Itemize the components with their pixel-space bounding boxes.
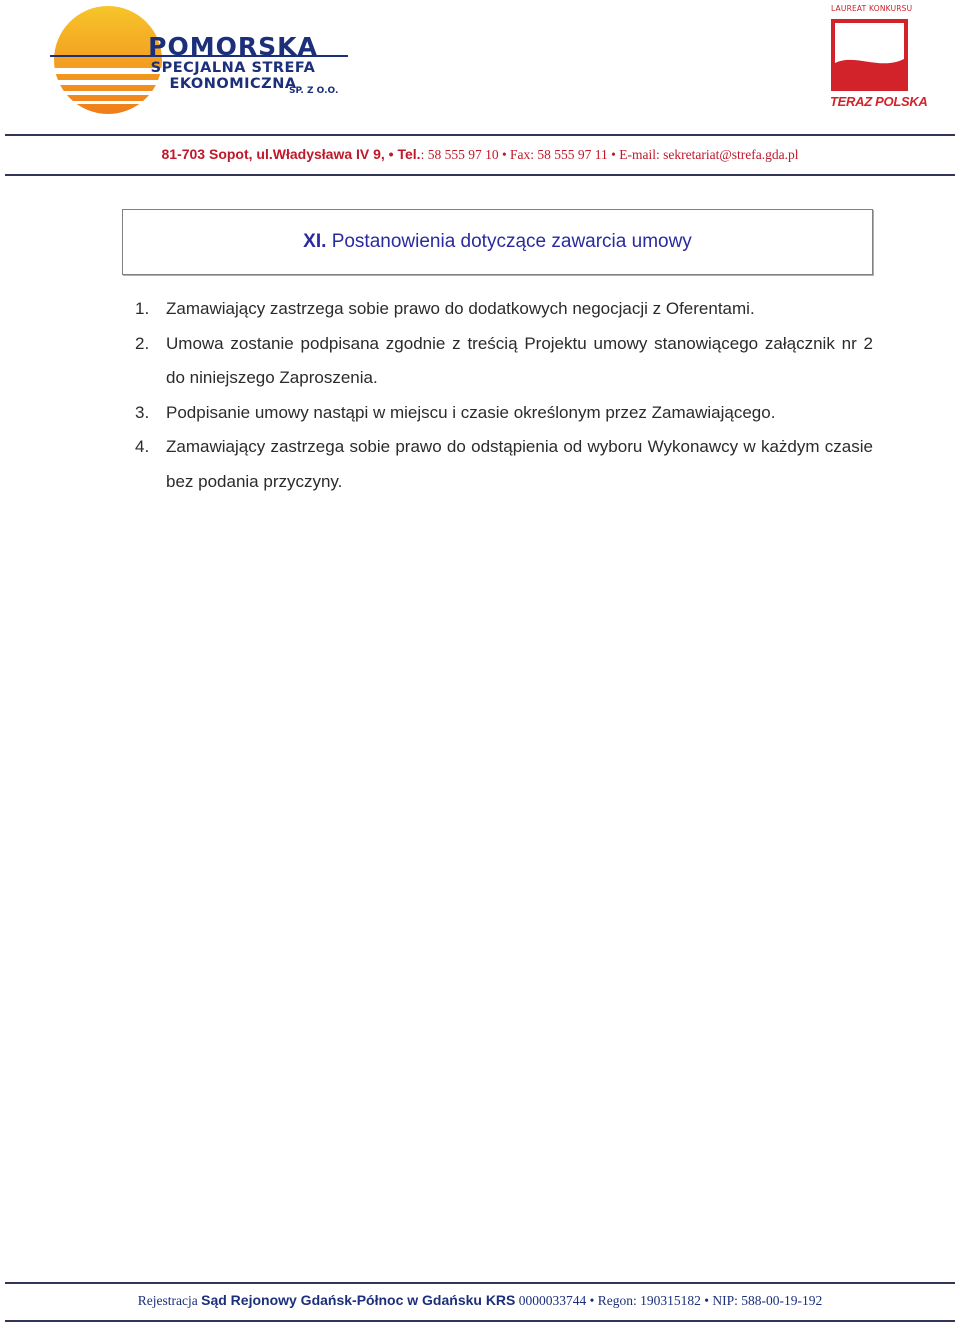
- logo-line-1: POMORSKA: [148, 32, 318, 61]
- footer-prefix: Rejestracja: [137, 1293, 202, 1308]
- section-title: [123, 231, 872, 253]
- registration-info: [0, 1292, 960, 1309]
- list-item: [135, 396, 873, 431]
- header-divider-top: [5, 134, 955, 136]
- section-title-box: [122, 209, 873, 275]
- list-item-number: 3.: [135, 402, 150, 422]
- provisions-list: [135, 292, 873, 499]
- list-item-number: 1.: [135, 299, 150, 318]
- list-item-text: Zamawiający zastrzega sobie prawo do dodatkowych negocjacji z Oferentami.: [166, 299, 755, 318]
- footer-divider-bottom: [5, 1320, 955, 1322]
- logo-suffix: SP. Z O.O.: [289, 86, 339, 96]
- address-street: 81-703 Sopot, ul.Władysława IV 9, • Tel.: [161, 146, 421, 162]
- list-item-number: 2.: [135, 333, 150, 353]
- footer-court: Sąd Rejonowy Gdańsk-Północ w Gdańsku KRS: [201, 1292, 516, 1308]
- footer-divider-top: [5, 1282, 955, 1284]
- section-title-text: Postanowienia dotyczące zawarcia umowy: [331, 231, 692, 252]
- flag-icon: [831, 19, 908, 91]
- address-contacts: : 58 555 97 10 • Fax: 58 555 97 11 • E-mail: sekretariat@strefa.gda.pl: [420, 147, 799, 162]
- list-item-text: Zamawiający zastrzega sobie prawo do odstąpienia od wyboru Wykonawcy w każdym czasie bez podania przyczyny.: [166, 437, 873, 491]
- list-item: [135, 292, 873, 327]
- teraz-polska-badge: [826, 4, 928, 112]
- list-item-text: Podpisanie umowy nastąpi w miejscu i czasie określonym przez Zamawiającego.: [166, 402, 776, 422]
- list-item: [135, 430, 873, 499]
- list-item-number: 4.: [135, 437, 150, 456]
- company-logo: [48, 4, 358, 116]
- section-number: XI.: [303, 231, 327, 252]
- logo-line-3: EKONOMICZNA: [169, 75, 297, 92]
- logo-line-2: SPECJALNA STREFA: [150, 60, 316, 76]
- list-item: [135, 327, 873, 396]
- footer-numbers: 0000033744 • Regon: 190315182 • NIP: 588-00-19-192: [515, 1293, 823, 1308]
- list-item-text: Umowa zostanie podpisana zgodnie z treścią Projektu umowy stanowiącego załącznik nr 2 do niniejszego Zaproszenia.: [166, 333, 873, 387]
- company-address: [0, 146, 960, 163]
- header-divider-bottom: [5, 174, 955, 176]
- logo-wordmark: [108, 34, 358, 91]
- badge-caption: LAUREAT KONKURSU: [831, 4, 913, 13]
- badge-label: TERAZ POLSKA: [830, 94, 928, 109]
